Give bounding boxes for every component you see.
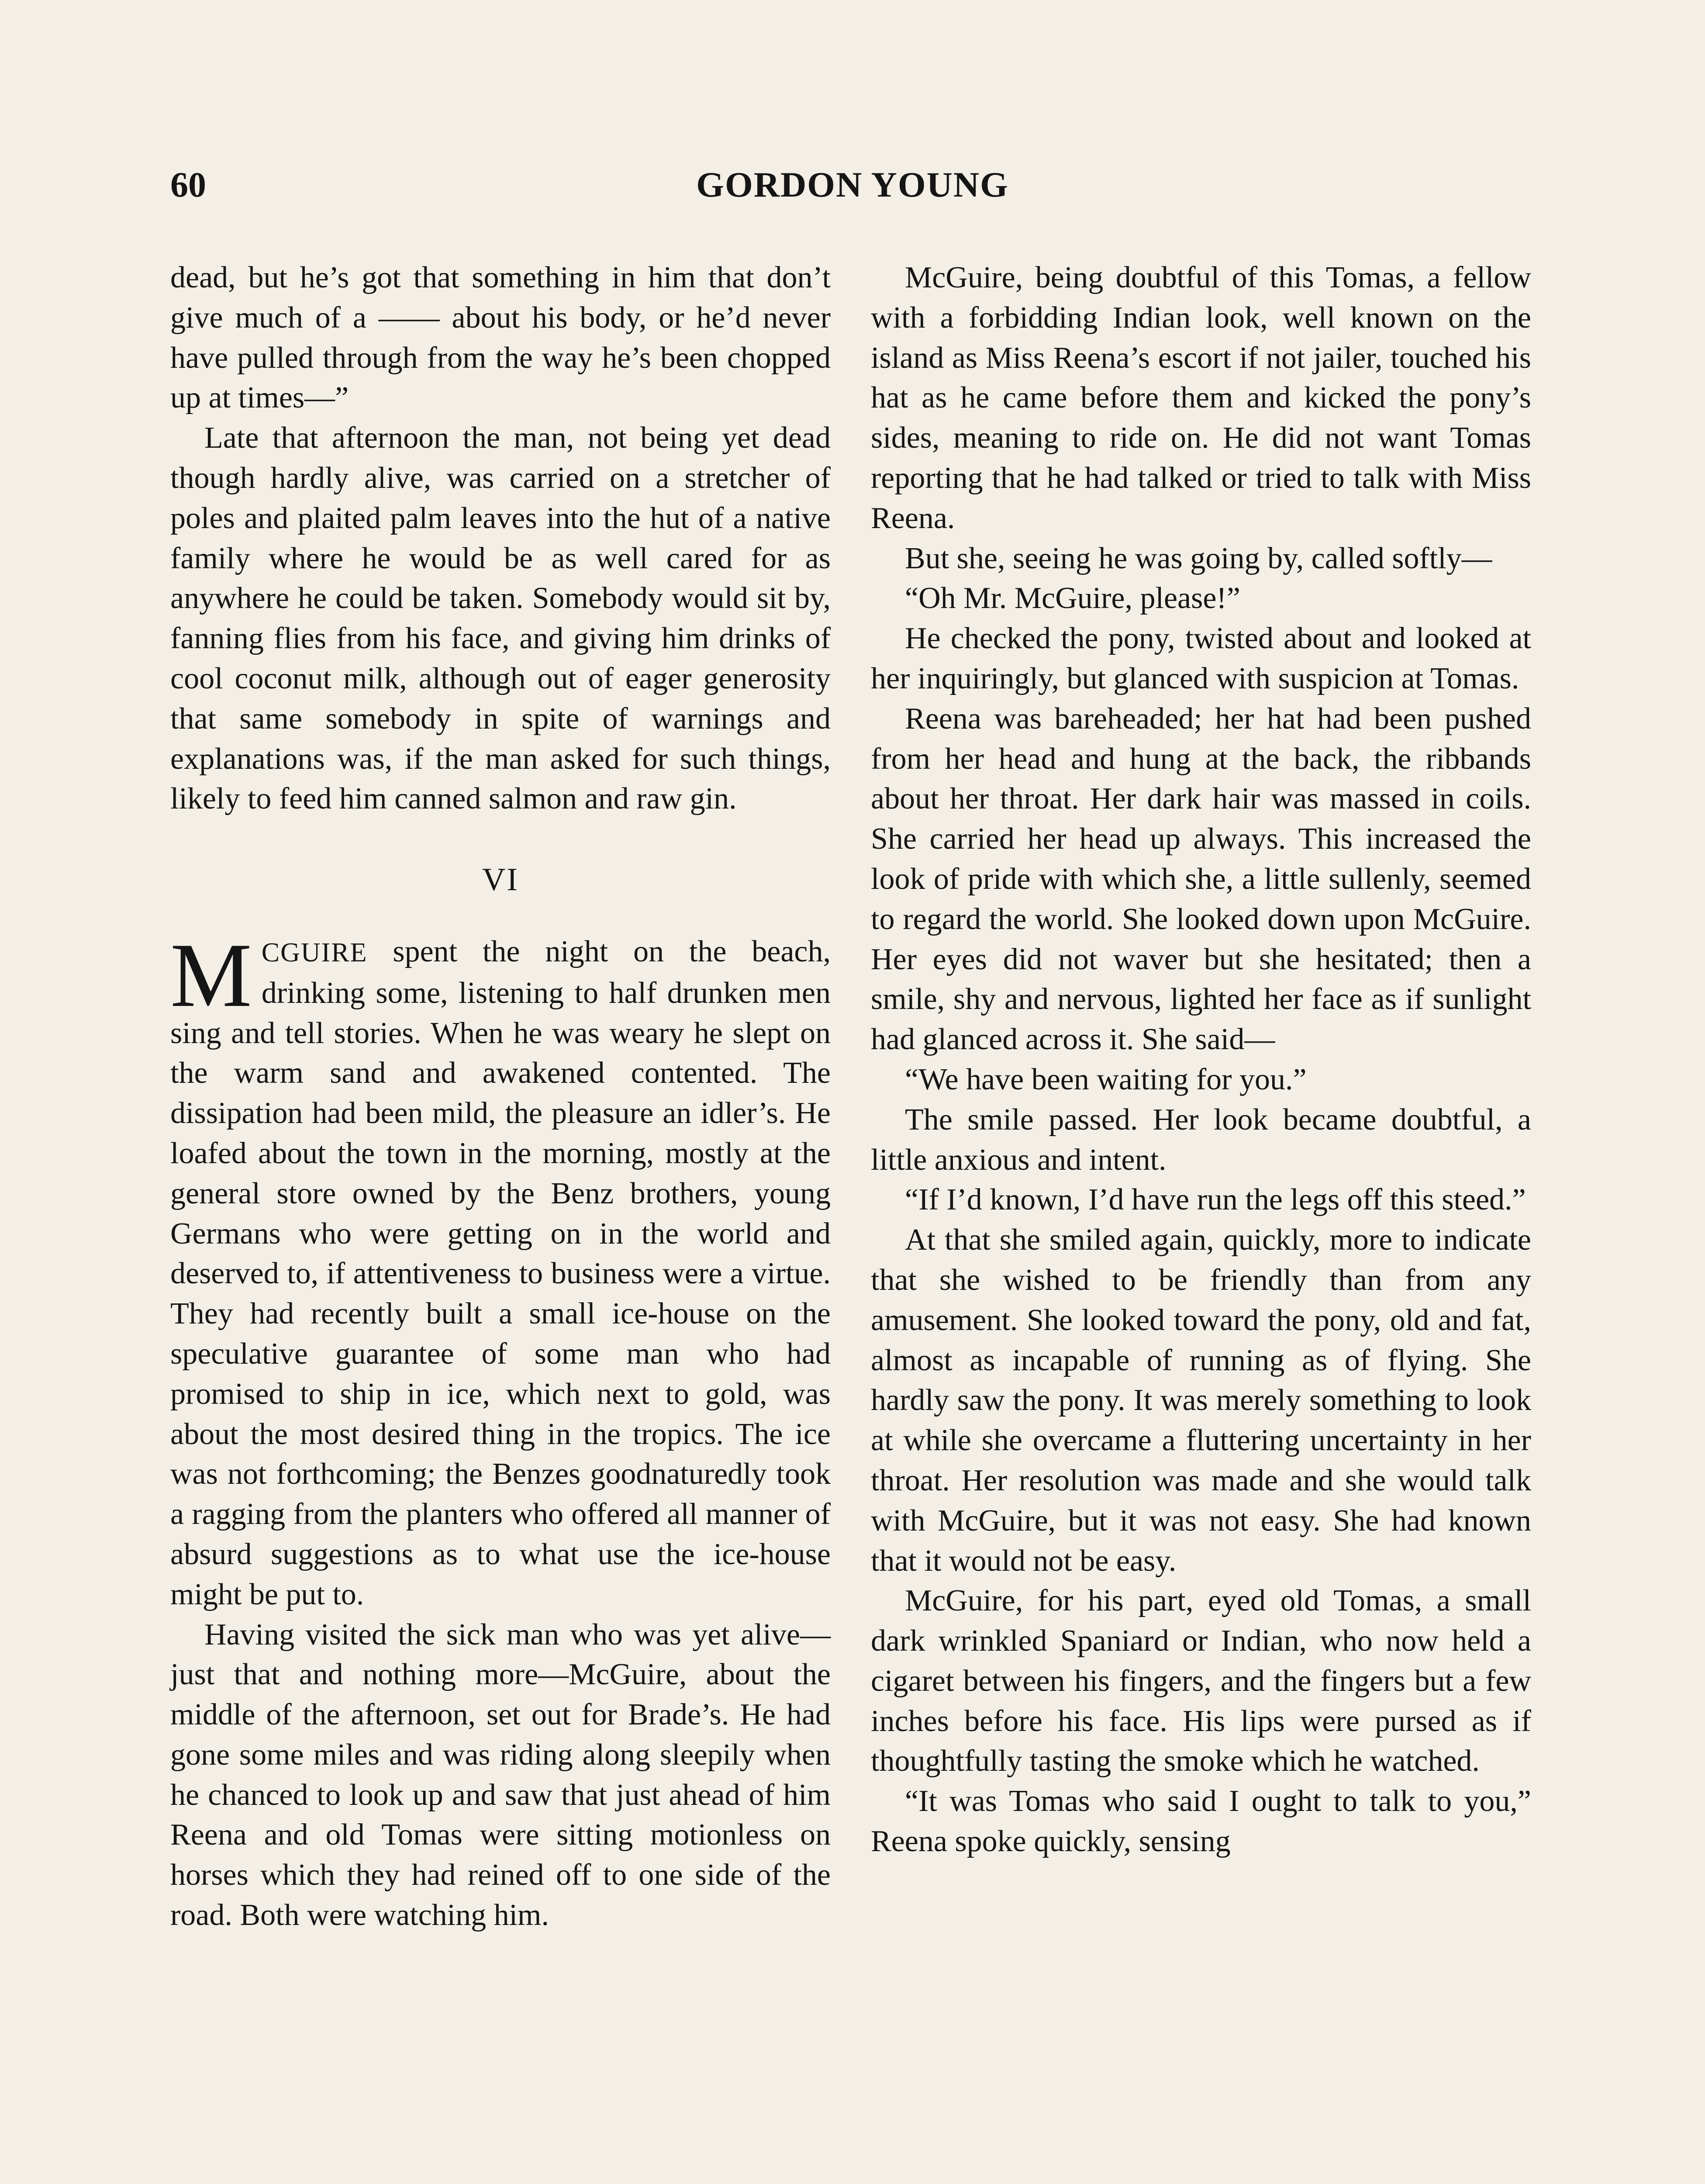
left-column [170,258,831,1935]
paragraph: He checked the pony, twisted about and looked at her inquiringly, but glanced with suspicion at Tomas. [871,622,1531,695]
paragraph: “Oh Mr. McGuire, please!” [905,581,1240,615]
right-column [871,258,1531,1862]
paragraph: McGuire, for his part, eyed old Tomas, a small dark wrinkled Spaniard or Indian, who now held a cigaret between his fingers, and the fingers but a few inches before his face. His lips were pursed as if thoughtfully tasting the smoke which he watched. [871,1584,1531,1778]
paragraph: “If I’d known, I’d have run the legs off this steed.” [905,1183,1526,1217]
section-heading: VI [482,862,519,898]
paragraph: dead, but he’s got that something in him that don’t give much of a —— about his body, or he’d never have pulled through from the way he’s been chopped up at times—” [170,261,831,415]
paragraph-text: spent the night on the beach, drinking some, listening to half drunken men sing and tell stories. When he was weary he slept on the warm sand and awakened contented. The dissipation had been mild, the pleasure an idler’s. He loafed about the town in the morning, mostly at the general store owned by the Benz brothers, young Germans who were getting on in the world and deserved to, if attentiveness to business were a virtue. They had recently built a small ice-house on the speculative guarantee of some man who had promised to ship in ice, which next to gold, was about the most desired thing in the tropics. The ice was not forthcoming; the Benzes goodnaturedly took a ragging from the planters who offered all manner of absurd suggestions as to what use the ice-house might be put to. [170,934,831,1611]
paragraph: Late that afternoon the man, not being yet dead though hardly alive, was carried on a stretcher of poles and plaited palm leaves into the hut of a native family where he would be as well cared for as anywhere he could be taken. Somebody would sit by, fanning flies from his face, and giving him drinks of cool coconut milk, although out of eager generosity that same somebody in spite of warnings and explanations was, if the man asked for such things, likely to feed him canned salmon and raw gin. [170,421,831,816]
paragraph [170,924,831,1615]
paragraph: Reena was bareheaded; her hat had been pushed from her head and hung at the back, the ribbands about her throat. Her dark hair was massed in coils. She carried her head up always. This increased the look of pride with which she, a little sullenly, seemed to regard the world. She looked down upon McGuire. Her eyes did not waver but she hesitated; then a smile, shy and nervous, lighted her face as if sunlight had glanced across it. She said— [871,702,1531,1057]
paragraph: The smile passed. Her look became doubtful, a little anxious and intent. [871,1102,1531,1177]
paragraph: McGuire, being doubtful of this Tomas, a fellow with a forbidding Indian look, well known on the island as Miss Reena’s escort if not jailer, touched his hat as he came before them and kicked the pony’s sides, meaning to ride on. He did not want Tomas reporting that he had talked or tried to talk with Miss Reena. [871,261,1531,535]
paragraph: Having visited the sick man who was yet alive—just that and nothing more—McGuire, about the middle of the afternoon, set out for Brade’s. He had gone some miles and was riding along sleepily when he chanced to look up and saw that just ahead of him Reena and old Tomas were sitting motionless on horses which they had reined off to one side of the road. Both were watching him. [170,1617,831,1932]
paragraph: At that she smiled again, quickly, more to indicate that she wished to be friendly than from any amusement. She looked toward the pony, old and fat, almost as incapable of running as of flying. She hardly saw the pony. It was merely something to look at while she overcame a fluttering uncertainty in her throat. Her resolution was made and she would talk with McGuire, but it was not easy. She had known that it would not be easy. [871,1223,1531,1578]
page-number: 60 [170,165,206,204]
running-head: GORDON YOUNG [696,165,1009,204]
paragraph: “It was Tomas who said I ought to talk to you,” Reena spoke quickly, sensing [871,1784,1531,1859]
paragraph: “We have been waiting for you.” [905,1062,1307,1096]
lead-in: CGUIRE [261,937,368,968]
drop-cap: M [170,924,252,1026]
paragraph: But she, seeing he was going by, called softly— [905,541,1492,575]
